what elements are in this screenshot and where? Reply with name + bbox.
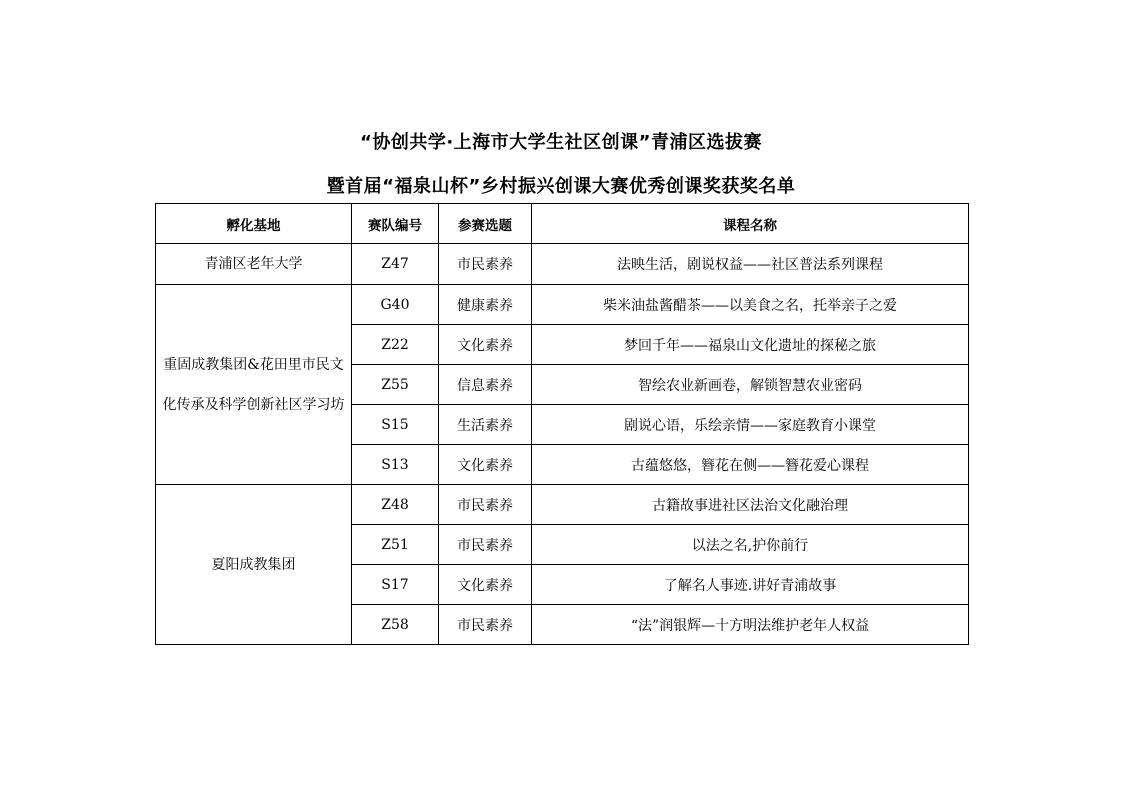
topic-cell: 市民素养 bbox=[439, 525, 532, 565]
team-no-cell: S15 bbox=[352, 405, 439, 445]
course-cell: 法映生活，剧说权益——社区普法系列课程 bbox=[532, 244, 969, 285]
topic-cell: 文化素养 bbox=[439, 325, 532, 365]
course-cell: 了解名人事迹.讲好青浦故事 bbox=[532, 565, 969, 605]
base-cell: 青浦区老年大学 bbox=[156, 244, 352, 285]
team-no-cell: Z22 bbox=[352, 325, 439, 365]
team-no-cell: G40 bbox=[352, 285, 439, 325]
table-row bbox=[156, 244, 969, 285]
course-cell: 剧说心语，乐绘亲情——家庭教育小课堂 bbox=[532, 405, 969, 445]
course-cell: 古籍故事进社区法治文化融治理 bbox=[532, 485, 969, 525]
course-cell: 梦回千年——福泉山文化遗址的探秘之旅 bbox=[532, 325, 969, 365]
topic-cell: 生活素养 bbox=[439, 405, 532, 445]
topic-cell: 市民素养 bbox=[439, 605, 532, 645]
header-course: 课程名称 bbox=[532, 204, 969, 244]
page-title: “协创共学·上海市大学生社区创课”青浦区选拔赛 bbox=[360, 132, 762, 153]
topic-cell: 健康素养 bbox=[439, 285, 532, 325]
topic-cell: 信息素养 bbox=[439, 365, 532, 405]
course-cell: 智绘农业新画卷，解锁智慧农业密码 bbox=[532, 365, 969, 405]
table-row bbox=[156, 285, 969, 325]
base-cell: 夏阳成教集团 bbox=[156, 485, 352, 645]
page-subtitle: 暨首届“福泉山杯”乡村振兴创课大赛优秀创课奖获奖名单 bbox=[326, 176, 796, 197]
course-cell: 以法之名,护你前行 bbox=[532, 525, 969, 565]
header-team-no: 赛队编号 bbox=[352, 204, 439, 244]
award-table bbox=[155, 203, 969, 645]
topic-cell: 文化素养 bbox=[439, 565, 532, 605]
topic-cell: 市民素养 bbox=[439, 485, 532, 525]
base-cell: 重固成教集团&花田里市民文化传承及科学创新社区学习坊 bbox=[156, 285, 352, 485]
team-no-cell: Z47 bbox=[352, 244, 439, 285]
team-no-cell: Z55 bbox=[352, 365, 439, 405]
team-no-cell: S13 bbox=[352, 445, 439, 485]
table-row bbox=[156, 485, 969, 525]
topic-cell: 市民素养 bbox=[439, 244, 532, 285]
table-header-row bbox=[156, 204, 969, 244]
course-cell: 古蕴悠悠，簪花在侧——簪花爱心课程 bbox=[532, 445, 969, 485]
team-no-cell: S17 bbox=[352, 565, 439, 605]
team-no-cell: Z58 bbox=[352, 605, 439, 645]
header-base: 孵化基地 bbox=[156, 204, 352, 244]
topic-cell: 文化素养 bbox=[439, 445, 532, 485]
team-no-cell: Z51 bbox=[352, 525, 439, 565]
course-cell: 柴米油盐酱醋茶——以美食之名，托举亲子之爱 bbox=[532, 285, 969, 325]
team-no-cell: Z48 bbox=[352, 485, 439, 525]
header-topic: 参赛选题 bbox=[439, 204, 532, 244]
course-cell: “法”润银辉—十方明法维护老年人权益 bbox=[532, 605, 969, 645]
